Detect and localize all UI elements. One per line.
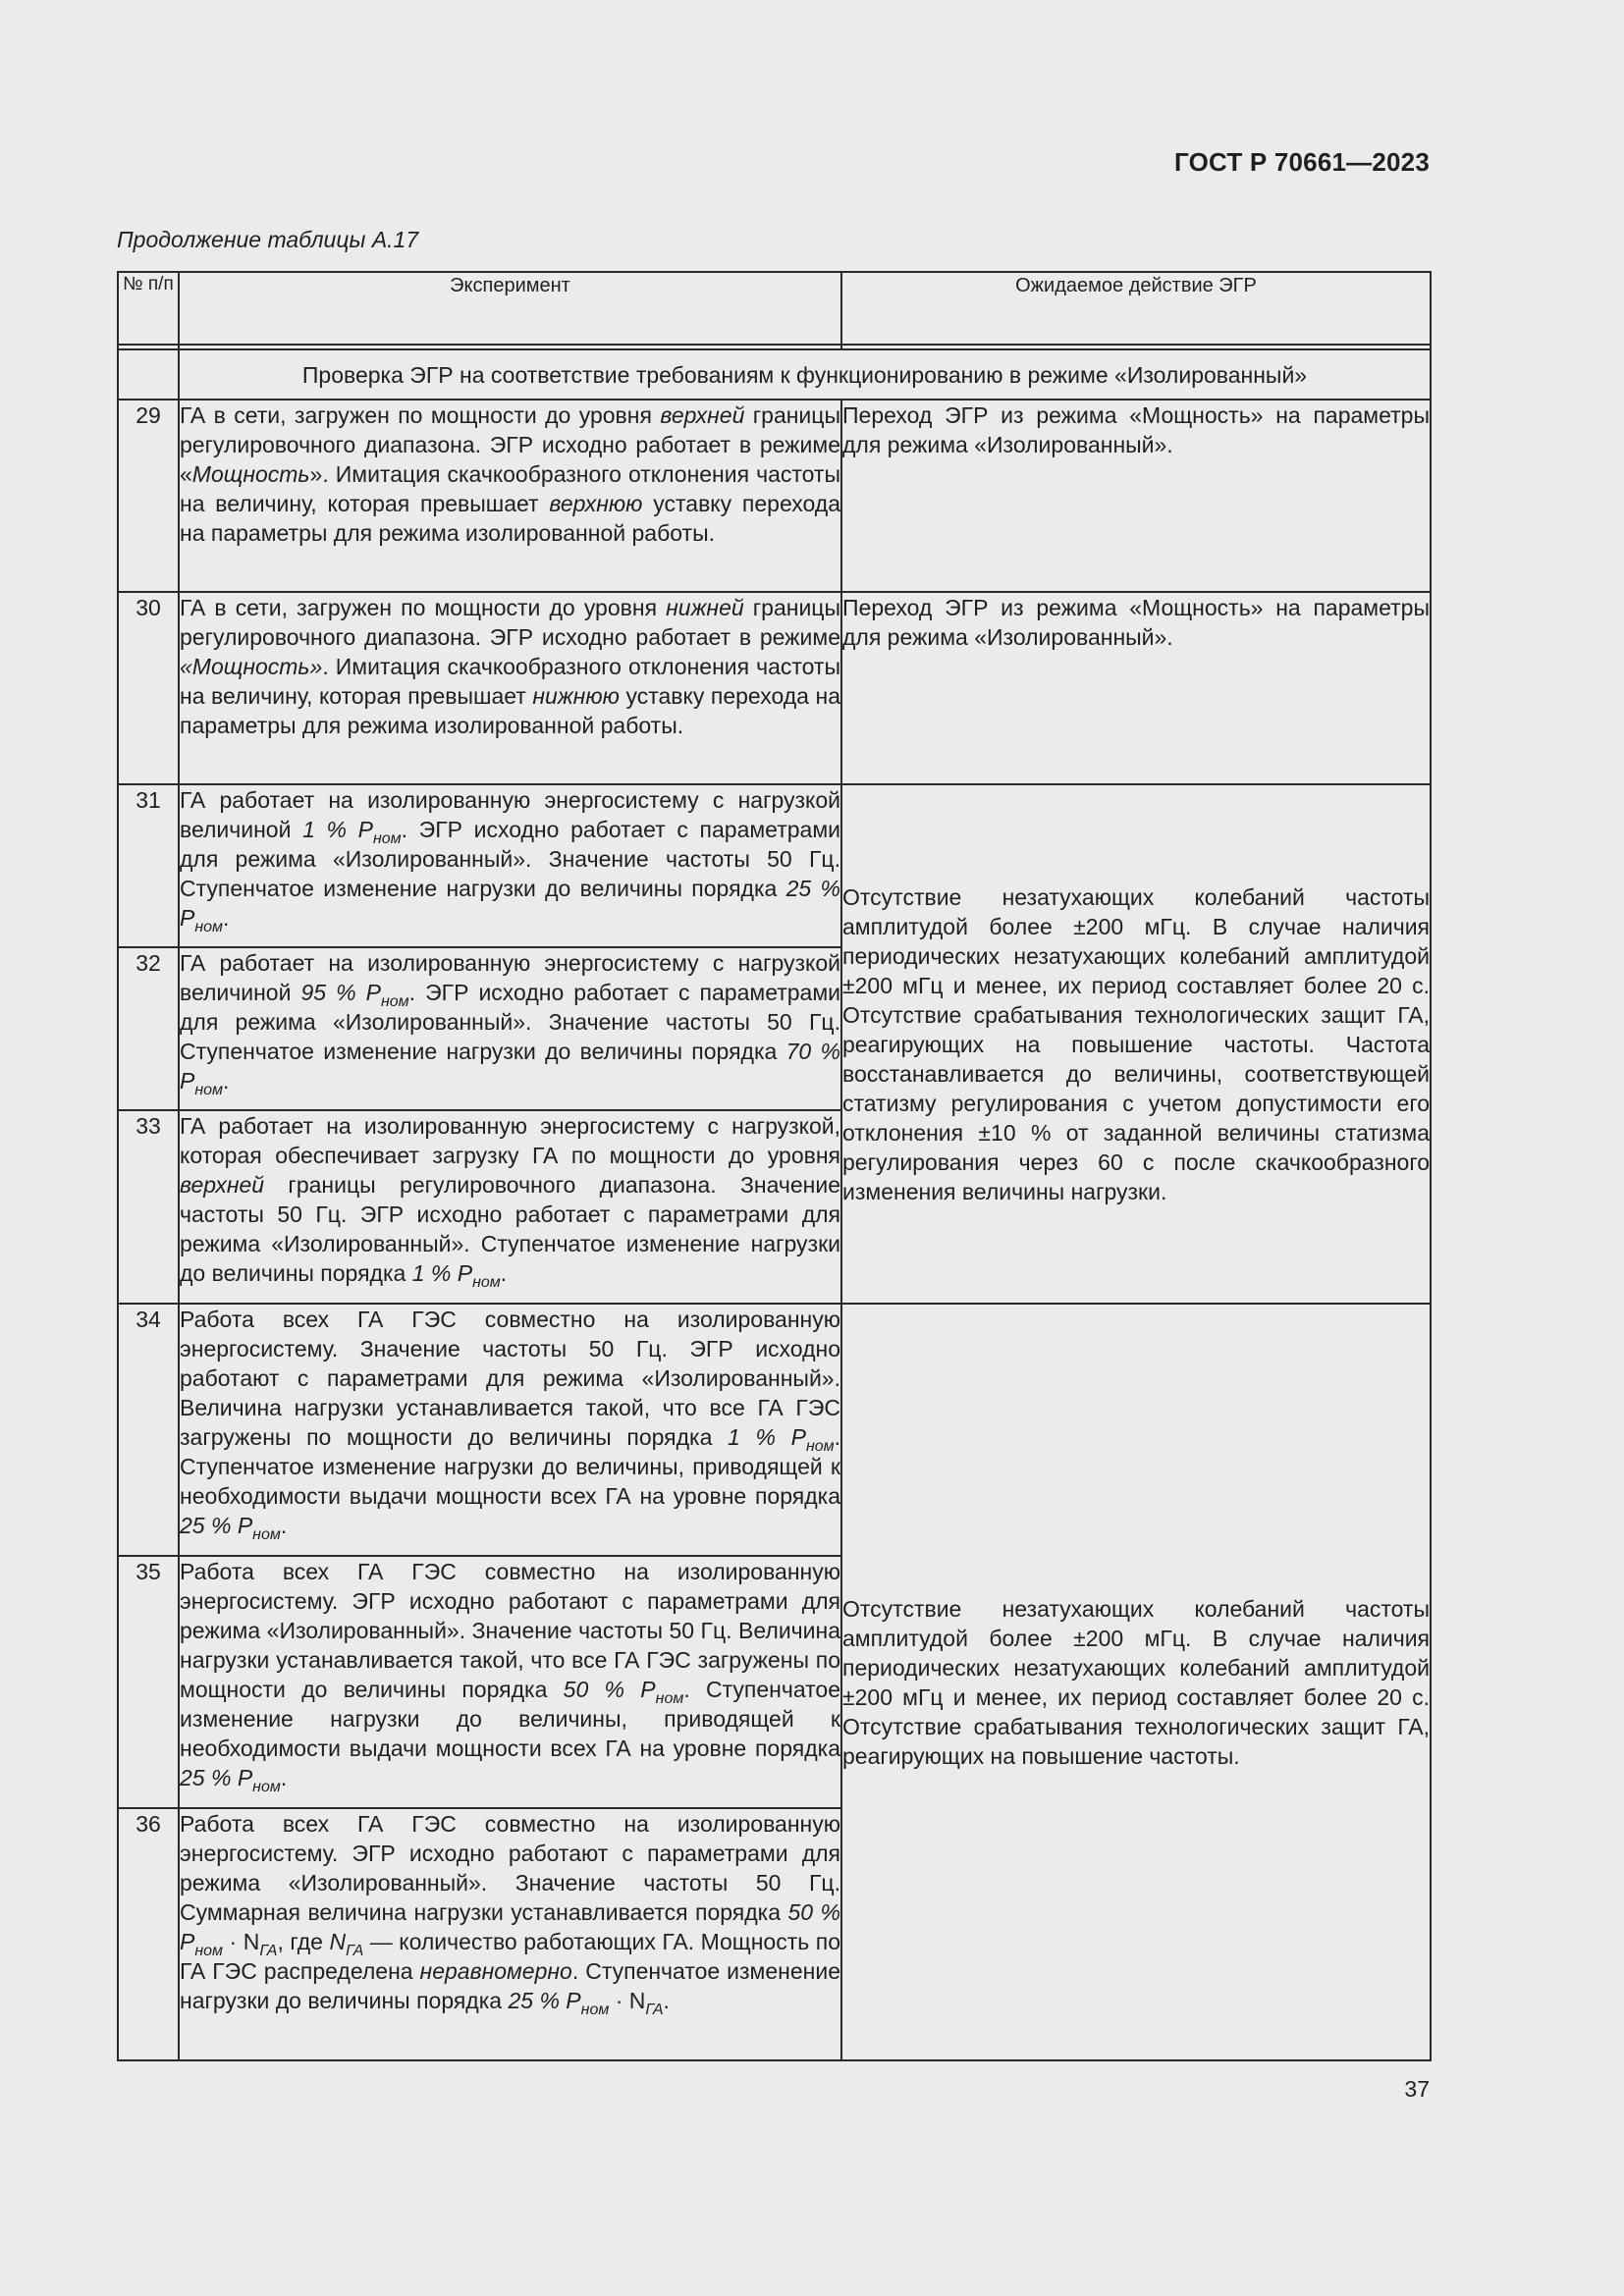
col-header-expected: Ожидаемое действие ЭГР — [841, 272, 1431, 345]
row-number: 34 — [118, 1304, 179, 1556]
table-header-row — [118, 272, 1431, 345]
table-row — [118, 592, 1431, 784]
experiment-cell: Работа всех ГА ГЭС совместно на изолированную энергосистему. Значение частоты 50 Гц. ЭГР исходно работают с параметрами для режима «Изолированный». Величина нагрузки устанавливается такой, что все ГА ГЭС загружены по мощности до величины порядка 1 % $P_{ном}$. Ступенчатое изменение нагрузки до величины, приводящей к необходимости выдачи мощности всех ГА на уровне порядка 25 % $P_{ном}$. — [179, 1304, 841, 1556]
row-number: 30 — [118, 592, 179, 784]
page-number: 37 — [1404, 2076, 1430, 2102]
row-number: 31 — [118, 784, 179, 947]
table-row — [118, 784, 1431, 947]
table-row — [118, 400, 1431, 592]
expected-cell: Переход ЭГР из режима «Мощность» на параметры для режима «Изолированный». — [841, 400, 1431, 592]
row-number: 29 — [118, 400, 179, 592]
requirements-table — [117, 271, 1432, 2061]
row-number: 35 — [118, 1556, 179, 1808]
table-row — [118, 1304, 1431, 1556]
table-caption: Продолжение таблицы А.17 — [117, 227, 419, 252]
row-number: 33 — [118, 1110, 179, 1304]
experiment-cell: ГА в сети, загружен по мощности до уровня верхней границы регулировочного диапазона. ЭГР исходно работает в режиме «Мощность». Имитация скачкообразного отклонения частоты на величину, которая превышает верхнюю уставку перехода на параметры для режима изолированной работы. — [179, 400, 841, 592]
expected-cell: Переход ЭГР из режима «Мощность» на параметры для режима «Изолированный». — [841, 592, 1431, 784]
expected-cell: Отсутствие незатухающих колебаний частоты амплитудой более ±200 мГц. В случае наличия периодических незатухающих колебаний амплитудой ±200 мГц и менее, их период составляет более 20 с. Отсутствие срабатывания технологических защит ГА, реагирующих на повышение частоты. Частота восстанавливается до величины, соответствующей статизму регулирования с учетом допустимости его отклонения ±10 % от заданной величины статизма регулирования через 60 с после скачкообразного изменения величины нагрузки. — [841, 784, 1431, 1304]
experiment-cell: ГА работает на изолированную энергосистему с нагрузкой величиной 1 % $P_{ном}$. ЭГР исходно работает с параметрами для режима «Изолированный». Значение частоты 50 Гц. Ступенчатое изменение нагрузки до величины порядка 25 % $P_{ном}$. — [179, 784, 841, 947]
experiment-cell: ГА работает на изолированную энергосистему с нагрузкой величиной 95 % $P_{ном}$. ЭГР исходно работает с параметрами для режима «Изолированный». Значение частоты 50 Гц. Ступенчатое изменение нагрузки до величины порядка 70 % $P_{ном}$. — [179, 947, 841, 1110]
row-number: 36 — [118, 1808, 179, 2060]
experiment-cell: Работа всех ГА ГЭС совместно на изолированную энергосистему. ЭГР исходно работают с параметрами для режима «Изолированный». Значение частоты 50 Гц. Суммарная величина нагрузки устанавливается порядка 50 % $P_{ном} \cdot N_{ГА}$, где $N_{ГА}$ — количество работающих ГА. Мощность по ГА ГЭС распределена неравномерно. Ступенчатое изменение нагрузки до величины порядка 25 % $P_{ном} \cdot N_{ГА}$. — [179, 1808, 841, 2060]
experiment-cell: ГА в сети, загружен по мощности до уровня нижней границы регулировочного диапазона. ЭГР исходно работает в режиме «Мощность». Имитация скачкообразного отклонения частоты на величину, которая превышает нижнюю уставку перехода на параметры для режима изолированной работы. — [179, 592, 841, 784]
col-header-number: № п/п — [118, 272, 179, 345]
row-number: 32 — [118, 947, 179, 1110]
experiment-cell: Работа всех ГА ГЭС совместно на изолированную энергосистему. ЭГР исходно работают с параметрами для режима «Изолированный». Значение частоты 50 Гц. Величина нагрузки устанавливается такой, что все ГА ГЭС загружены по мощности до величины порядка 50 % $P_{ном}$. Ступенчатое изменение нагрузки до величины, приводящей к необходимости выдачи мощности всех ГА на уровне порядка 25 % $P_{ном}$. — [179, 1556, 841, 1808]
col-header-experiment: Эксперимент — [179, 272, 841, 345]
section-title: Проверка ЭГР на соответствие требованиям к функционированию в режиме «Изолированный» — [179, 349, 1431, 400]
section-row — [118, 349, 1431, 400]
document-id: ГОСТ Р 70661—2023 — [1174, 147, 1430, 177]
experiment-cell: ГА работает на изолированную энергосистему с нагрузкой, которая обеспечивает загрузку ГА по мощности до уровня верхней границы регулировочного диапазона. Значение частоты 50 Гц. ЭГР исходно работает с параметрами для режима «Изолированный». Ступенчатое изменение нагрузки до величины порядка 1 % $P_{ном}$. — [179, 1110, 841, 1304]
expected-cell: Отсутствие незатухающих колебаний частоты амплитудой более ±200 мГц. В случае наличия периодических незатухающих колебаний амплитудой ±200 мГц и менее, их период составляет более 20 с. Отсутствие срабатывания технологических защит ГА, реагирующих на повышение частоты. — [841, 1304, 1431, 2060]
